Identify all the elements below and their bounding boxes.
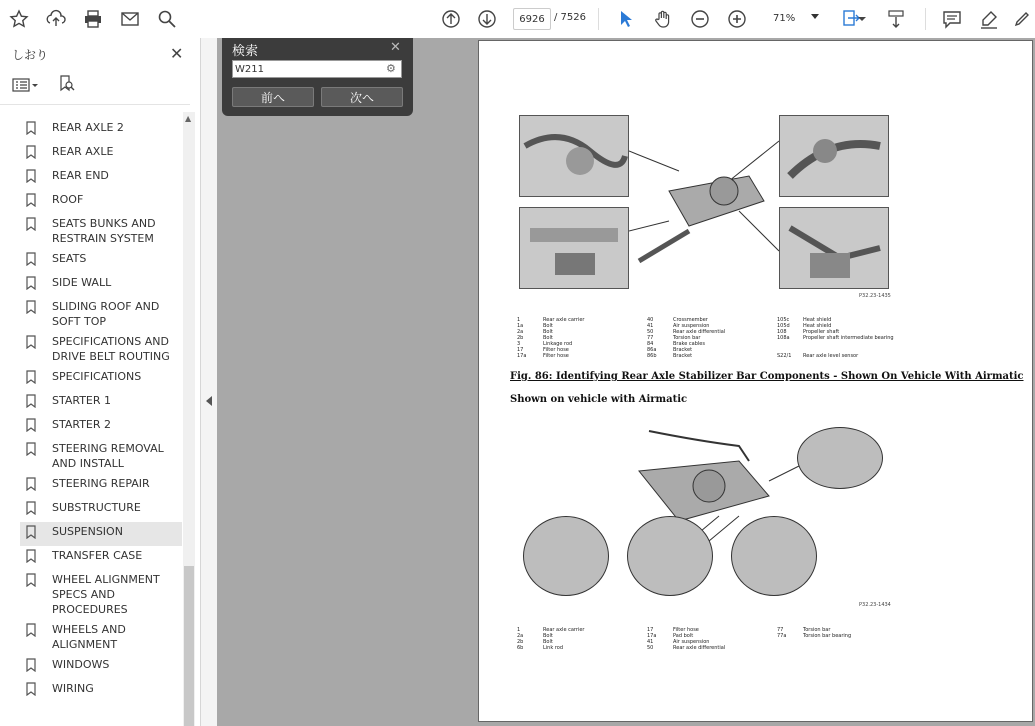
legend-key: 40 [647, 317, 654, 323]
legend-entry [647, 353, 772, 359]
legend-key: 1a [517, 323, 524, 329]
collapse-arrow-icon [206, 396, 212, 406]
upload-icon[interactable] [45, 8, 67, 30]
select-cursor-icon[interactable] [615, 8, 637, 30]
legend-text: Propeller shaft intermediate bearing [803, 335, 894, 341]
mail-icon[interactable] [119, 8, 141, 30]
legend-entry [647, 645, 772, 651]
figure-detail-circle [523, 516, 609, 596]
bookmark-label: WINDOWS [52, 658, 110, 671]
legend-column [777, 317, 902, 359]
figure-detail-photo [779, 207, 889, 289]
bookmark-label: STEERING REPAIR [52, 477, 150, 490]
legend-key: 50 [647, 645, 654, 651]
legend-key: 77a [777, 633, 787, 639]
toolbar [0, 0, 1035, 39]
legend-text: Filter hose [543, 353, 569, 359]
bookmark-icon [26, 121, 40, 139]
toolbar-divider [598, 8, 599, 30]
legend-text: Torsion bar [673, 335, 701, 341]
bookmark-item[interactable] [20, 297, 182, 332]
legend-key: 105c [777, 317, 790, 323]
bookmark-icon [26, 682, 40, 700]
hand-tool-icon[interactable] [652, 8, 674, 30]
bookmark-label: STARTER 2 [52, 418, 112, 431]
bookmark-item[interactable] [20, 249, 182, 273]
bookmark-icon [26, 573, 40, 591]
legend-key: 1 [517, 317, 521, 323]
bookmark-label: REAR AXLE 2 [52, 121, 124, 134]
figure-id: P32.23-1434 [859, 602, 891, 608]
panel-tools [0, 68, 190, 105]
bookmark-item[interactable] [20, 620, 182, 655]
legend-key: 77 [647, 335, 654, 341]
options-list-icon[interactable] [12, 77, 38, 96]
legend-key: 17 [647, 627, 654, 633]
bookmark-icon [26, 442, 40, 460]
bookmark-label: WIRING [52, 682, 94, 695]
bookmark-item[interactable] [20, 118, 182, 142]
bookmark-icon [26, 370, 40, 388]
highlight-pen-icon[interactable] [978, 8, 1000, 30]
bookmark-icon [26, 418, 40, 436]
find-panel [222, 38, 413, 116]
legend-key: 86b [647, 353, 657, 359]
legend-key: S22/1 [777, 353, 792, 359]
zoom-in-icon[interactable] [726, 8, 748, 30]
legend-key: 108 [777, 329, 787, 335]
figure-caption: Fig. 86: Identifying Rear Axle Stabilizer Bar Components - Shown On Vehicle With Airmatic [510, 371, 1024, 382]
legend-key: 108a [777, 335, 790, 341]
panel-title: しおり [12, 48, 49, 62]
bookmark-icon [26, 300, 40, 318]
draw-icon[interactable] [1012, 8, 1034, 30]
search-icon[interactable] [156, 8, 178, 30]
page-number-input[interactable]: 6926 [513, 8, 551, 30]
bookmark-item[interactable] [20, 415, 182, 439]
bookmark-label: SPECIFICATIONS AND DRIVE BELT ROUTING [52, 335, 170, 363]
scrollbar-thumb[interactable] [184, 566, 194, 726]
legend-key: 17a [647, 633, 657, 639]
legend-text: Heat shield [803, 317, 832, 323]
legend-text: Torsion bar [803, 627, 831, 633]
close-icon[interactable]: ✕ [390, 40, 401, 55]
chevron-down-icon[interactable] [858, 8, 866, 30]
sidebar-collapse-handle[interactable] [201, 38, 218, 726]
gear-icon[interactable]: ⚙ [386, 62, 396, 75]
bookmark-label: SEATS BUNKS AND RESTRAIN SYSTEM [52, 217, 156, 245]
bookmark-item[interactable] [20, 214, 182, 249]
figure-detail-circle [797, 427, 883, 489]
bookmark-label: SIDE WALL [52, 276, 112, 289]
legend-column [517, 627, 642, 651]
legend-text: Propeller shaft [803, 329, 840, 335]
bookmark-label: WHEEL ALIGNMENT SPECS AND PROCEDURES [52, 573, 160, 616]
bookmark-label: SUSPENSION [52, 525, 123, 538]
legend-text: Bolt [543, 329, 553, 335]
bookmark-icon [26, 276, 40, 294]
bookmark-label: REAR AXLE [52, 145, 114, 158]
legend-key: 2b [517, 639, 524, 645]
legend-key: 2a [517, 329, 524, 335]
legend-text: Linkage rod [543, 341, 573, 347]
legend-entry [777, 633, 902, 639]
bookmark-item[interactable] [20, 142, 182, 166]
legend-key: 41 [647, 639, 654, 645]
toolbar-divider [925, 8, 926, 30]
bookmark-icon [26, 394, 40, 412]
figure-detail-circle [627, 516, 713, 596]
bookmark-item[interactable] [20, 522, 182, 546]
legend-text: Rear axle differential [673, 645, 726, 651]
legend-text: Rear axle carrier [543, 317, 585, 323]
legend-key: 50 [647, 329, 654, 335]
scroll-up-icon[interactable]: ▲ [185, 114, 192, 123]
legend-key: 2a [517, 633, 524, 639]
bookmarks-panel [0, 38, 201, 726]
star-icon[interactable] [8, 8, 30, 30]
legend-text: Torsion bar bearing [803, 633, 852, 639]
bookmark-label: WHEELS AND ALIGNMENT [52, 623, 126, 651]
bookmark-label: SEATS [52, 252, 87, 265]
legend-text: Rear axle differential [673, 329, 726, 335]
find-prev-button[interactable]: 前へ [232, 87, 314, 107]
bookmark-list [20, 118, 182, 703]
bookmark-label: TRANSFER CASE [52, 549, 143, 562]
legend-text: Air suspension [673, 323, 710, 329]
legend-text: Filter hose [673, 627, 699, 633]
bookmark-icon [26, 252, 40, 270]
legend-text: Rear axle level sensor [803, 353, 859, 359]
figure-detail-photo [519, 115, 629, 197]
zoom-out-icon[interactable] [689, 8, 711, 30]
bookmark-item[interactable] [20, 546, 182, 570]
legend-key: 105d [777, 323, 790, 329]
bookmark-label: SUBSTRUCTURE [52, 501, 141, 514]
figure-detail-photo [519, 207, 629, 289]
bookmark-label: STEERING REMOVAL AND INSTALL [52, 442, 164, 470]
bookmark-label: STARTER 1 [52, 394, 112, 407]
next-page-icon[interactable] [476, 8, 498, 30]
scroll-mode-icon[interactable] [885, 8, 907, 30]
legend-entry [517, 645, 642, 651]
bookmark-item[interactable] [20, 367, 182, 391]
legend-text: Bracket [673, 347, 693, 353]
legend-text: Bolt [543, 323, 553, 329]
bookmark-icon [26, 658, 40, 676]
bookmark-item[interactable] [20, 439, 182, 474]
bookmark-label: SLIDING ROOF AND SOFT TOP [52, 300, 160, 328]
bookmark-icon [26, 169, 40, 187]
legend-column [647, 317, 772, 359]
legend-entry [777, 353, 902, 359]
legend-text: Heat shield [803, 323, 832, 329]
prev-page-icon[interactable] [440, 8, 462, 30]
bookmark-item[interactable] [20, 474, 182, 498]
legend-column [647, 627, 772, 651]
legend-text: Brake cables [673, 341, 705, 347]
legend-entry [517, 353, 642, 359]
legend-key: 6b [517, 645, 524, 651]
bookmark-item[interactable] [20, 570, 182, 620]
zoom-value: 71% [773, 12, 796, 24]
bookmark-item[interactable] [20, 332, 182, 367]
legend-key: 3 [517, 341, 521, 347]
legend-text: Air suspension [673, 639, 710, 645]
search-input[interactable]: W211 [232, 60, 402, 78]
find-next-button[interactable]: 次へ [321, 87, 403, 107]
close-icon[interactable]: ✕ [170, 44, 184, 63]
comment-icon[interactable] [941, 8, 963, 30]
legend-column [777, 627, 902, 639]
bookmark-item[interactable] [20, 679, 182, 703]
figure-detail-photo [779, 115, 889, 197]
find-title: 検索 [232, 44, 259, 59]
chevron-down-icon [811, 14, 819, 19]
bookmark-item[interactable] [20, 498, 182, 522]
legend-key: 17a [517, 353, 527, 359]
find-bookmark-icon[interactable] [58, 75, 76, 97]
bookmark-icon [26, 335, 40, 353]
legend-key: 2b [517, 335, 524, 341]
bookmark-icon [26, 623, 40, 641]
bookmark-icon [26, 217, 40, 235]
legend-key: 86a [647, 347, 657, 353]
bookmark-item[interactable] [20, 655, 182, 679]
legend-column [517, 317, 642, 359]
bookmark-item[interactable] [20, 273, 182, 297]
figure-detail-circle [731, 516, 817, 596]
legend-key: 1 [517, 627, 521, 633]
bookmark-item[interactable] [20, 190, 182, 214]
legend-text: Bolt [543, 633, 553, 639]
legend-text: Rear axle carrier [543, 627, 585, 633]
legend-key: 17 [517, 347, 524, 353]
legend-text: Filter hose [543, 347, 569, 353]
bookmark-item[interactable] [20, 166, 182, 190]
bookmark-icon [26, 525, 40, 543]
bookmark-label: ROOF [52, 193, 84, 206]
print-icon[interactable] [82, 8, 104, 30]
bookmark-icon [26, 145, 40, 163]
legend-key: 77 [777, 627, 784, 633]
zoom-select[interactable] [767, 8, 823, 28]
legend-text: Bracket [673, 353, 693, 359]
page-total: / 7526 [554, 12, 586, 23]
bookmark-label: SPECIFICATIONS [52, 370, 142, 383]
rear-axle-diagram [629, 131, 779, 281]
bookmark-icon [26, 477, 40, 495]
bookmark-label: REAR END [52, 169, 109, 182]
legend-text: Crossmember [673, 317, 708, 323]
legend-text: Bolt [543, 639, 553, 645]
legend-text: Bolt [543, 335, 553, 341]
figure-subcaption: Shown on vehicle with Airmatic [510, 394, 688, 405]
figure-id: P32.23-1435 [859, 293, 891, 299]
bookmark-item[interactable] [20, 391, 182, 415]
bookmark-icon [26, 501, 40, 519]
bookmark-icon [26, 193, 40, 211]
legend-text: Link rod [543, 645, 564, 651]
bookmark-icon [26, 549, 40, 567]
legend-key: 84 [647, 341, 654, 347]
legend-key: 41 [647, 323, 654, 329]
legend-text: Pad bolt [673, 633, 694, 639]
